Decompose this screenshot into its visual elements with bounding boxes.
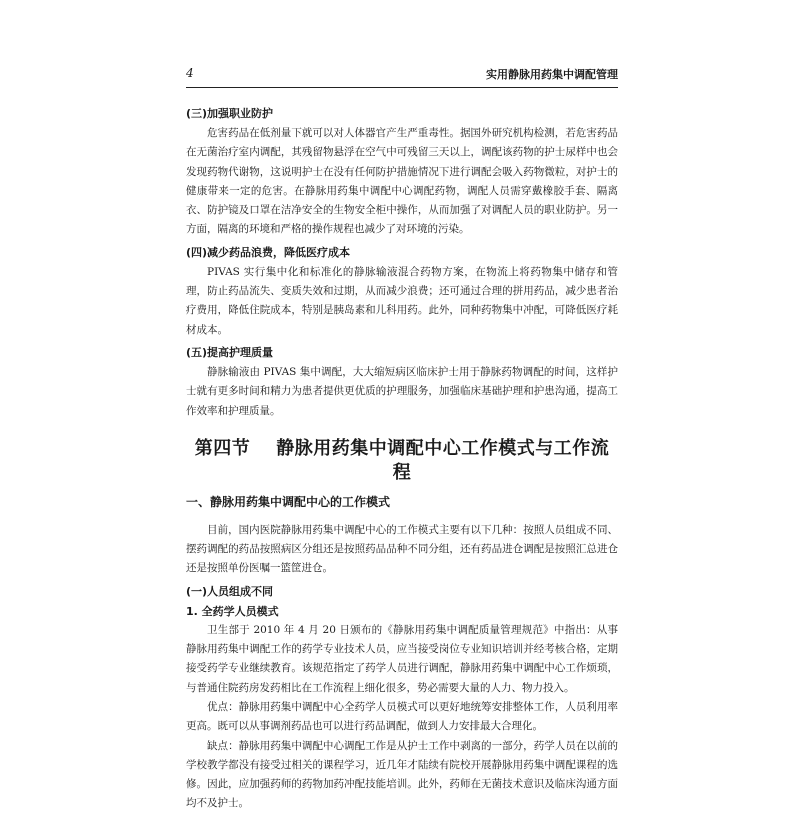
subheading-pharmacy-staff-mode: 1. 全药学人员模式: [186, 604, 279, 618]
section-title: 静脉用药集中调配中心工作模式与工作流程: [276, 437, 610, 483]
subheading-nursing-quality: (五)提高护理质量: [186, 345, 274, 359]
subheading-occupational-protection: (三)加强职业防护: [186, 107, 274, 120]
paragraph-pharmacy-staff-advantages: 优点：静脉用药集中调配中心全药学人员模式可以更好地统筹安排整体工作，人员利用率更高。既可以从事调剂药品也可以进行药品调配，做到人力安排最大合理化。: [186, 700, 618, 733]
running-title: 实用静脉用药集中调配管理: [486, 68, 618, 81]
paragraph-pharmacy-staff-disadvantages: 缺点：静脉用药集中调配中心调配工作是从护士工作中剥离的一部分，药学人员在以前的学校教学都没有接受过相关的课程学习，近几年才陆续有院校开展静脉用药集中调配课程的选修。因此，应加强药师的药物加药冲配技能培训。此外，药师在无菌技术意识及临床沟通方面均不及护士。: [186, 739, 618, 810]
paragraph-reduce-waste: PIVAS 实行集中化和标准化的静脉输液混合药物方案，在物流上将药物集中储存和管理，防止药品流失、变质失效和过期，从而减少浪费；还可通过合理的拼用药品，减少患者治疗费用，降低住院成本，特别是胰岛素和儿科用药。此外，同种药物集中冲配，可降低医疗耗材成本。: [186, 265, 618, 336]
section-heading: [186, 437, 618, 483]
paragraph-occupational-protection: 危害药品在低剂量下就可以对人体器官产生严重毒性。据国外研究机构检测，若危害药品在无菌治疗室内调配，其残留物悬浮在空气中可残留三天以上，调配该药物的护士尿样中也会发现药物代谢物，这说明护士在没有任何防护措施情况下进行调配会吸入药物微粒，对护士的健康带来一定的危害。在静脉用药集中调配中心调配药物，调配人员需穿戴橡胶手套、隔离衣、防护镜及口罩在洁净安全的生物安全柜中操作，从而加强了对调配人员的职业防护。另一方面，隔离的环境和严格的操作规程也减少了对环境的污染。: [186, 127, 618, 236]
paragraph-work-modes-intro: 目前，国内医院静脉用药集中调配中心的工作模式主要有以下几种：按照人员组成不同、摆药调配的药品按照病区分组还是按照药品品种不同分组，还有药品进仓调配是按照汇总进仓还是按照单份医嘱一篮筐进仓。: [186, 523, 618, 575]
header-rule: [186, 87, 618, 88]
subheading-personnel: (一)人员组成不同: [186, 584, 274, 598]
page-header: [186, 66, 618, 86]
heading-work-modes: 一、静脉用药集中调配中心的工作模式: [186, 494, 391, 509]
page-body: [186, 104, 618, 814]
paragraph-pharmacy-staff-regulation: 卫生部于 2010 年 4 月 20 日颁布的《静脉用药集中调配质量管理规范》中指出：从事静脉用药集中调配工作的药学专业技术人员，应当接受岗位专业知识培训并经考核合格，定期接受药学专业继续教育。该规范指定了药学人员进行调配，静脉用药集中调配中心工作烦琐，与普通住院药房发药相比在工作流程上细化很多，势必需要大量的人力、物力投入。: [186, 623, 618, 694]
section-number: 第四节: [194, 437, 251, 459]
page-number: 4: [186, 66, 194, 80]
subheading-reduce-waste: (四)减少药品浪费，降低医疗成本: [186, 245, 351, 259]
paragraph-nursing-quality: 静脉输液由 PIVAS 集中调配，大大缩短病区临床护士用于静脉药物调配的时间，这样护士就有更多时间和精力为患者提供更优质的护理服务，加强临床基础护理和护患沟通，提高工作效率和护理质量。: [186, 365, 618, 417]
